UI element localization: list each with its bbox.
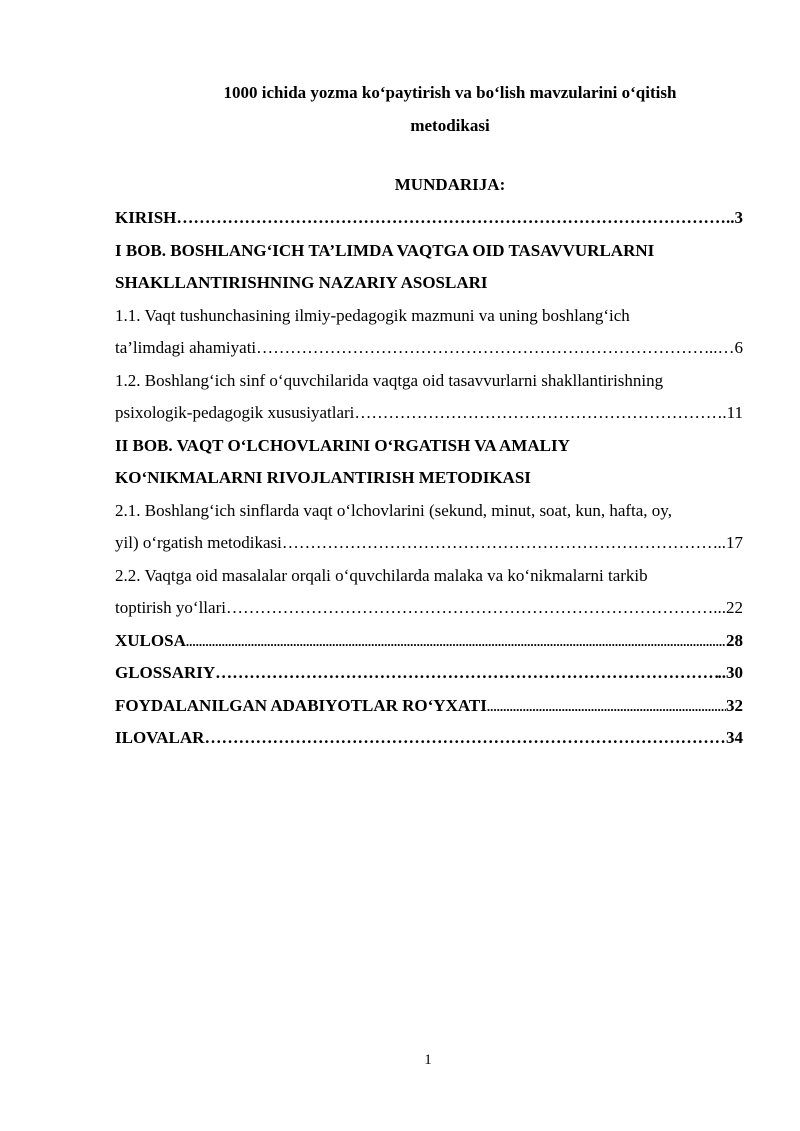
toc-entry-label: ta’limdagi ahamiyati — [115, 338, 257, 357]
toc-entry-page: ..3 — [726, 208, 743, 227]
toc-section-1-1[interactable] — [115, 332, 743, 365]
toc-section-2-2[interactable] — [115, 592, 743, 625]
toc-section-1-2-line1[interactable]: 1.2. Boshlangʻich sinf oʻquvchilarida vaqtga oid tasavvurlarni shakllantirishning — [115, 370, 664, 390]
toc-leader-dots — [186, 625, 726, 659]
toc-entry-label: yil) oʻrgatish metodikasi — [115, 533, 282, 552]
toc-leader-dots — [487, 690, 726, 724]
toc-entry-page: 28 — [726, 630, 743, 650]
toc-entry-label: toptirish yoʻllari — [115, 598, 226, 617]
toc-chapter2-line2[interactable]: KOʻNIKMALARNI RIVOJLANTIRISH METODIKASI — [115, 468, 531, 487]
toc-entry-kirish[interactable] — [115, 202, 743, 235]
toc-entry-label: XULOSA — [115, 630, 186, 650]
toc-entry-foydalanilgan-adabiyotlar[interactable] — [115, 690, 743, 723]
toc-entry-page: ...22 — [713, 598, 743, 617]
toc-entry-label: KIRISH — [115, 208, 177, 227]
toc-section-1-1-line1[interactable]: 1.1. Vaqt tushunchasining ilmiy-pedagogik mazmuni va uning boshlangʻich — [115, 305, 630, 325]
toc-entry-glossariy[interactable] — [115, 657, 743, 690]
toc-leader-dots — [256, 332, 709, 365]
toc-leader-dots — [204, 722, 726, 755]
toc-entry-page: ..…6 — [709, 338, 743, 357]
toc-leader-dots — [215, 657, 717, 690]
toc-entry-page: ..17 — [717, 533, 743, 552]
toc-chapter1-line2[interactable]: SHAKLLANTIRISHNING NAZARIY ASOSLARI — [115, 273, 488, 292]
toc-entry-xulosa[interactable] — [115, 625, 743, 658]
toc-entry-label: FOYDALANILGAN ADABIYOTLAR ROʻYXATI — [115, 695, 487, 715]
toc-entry-label: GLOSSARIY — [115, 663, 216, 682]
toc-entry-page: ..30 — [717, 663, 743, 682]
toc-leader-dots — [354, 397, 722, 430]
toc-entry-page: 34 — [726, 728, 743, 747]
toc-section-2-2-line1[interactable]: 2.2. Vaqtga oid masalalar orqali oʻquvchilarda malaka va koʻnikmalarni tarkib — [115, 565, 648, 585]
document-title-line1: 1000 ichida yozma koʻpaytirish va boʻlish mavzularini oʻqitish — [223, 83, 677, 102]
page-number: 1 — [424, 1052, 432, 1068]
document-title-line2: metodikasi — [410, 116, 490, 135]
toc-entry-label: ILOVALAR — [115, 728, 205, 747]
toc-section-2-1[interactable] — [115, 527, 743, 560]
table-of-contents — [115, 202, 743, 755]
toc-leader-dots — [176, 202, 726, 235]
toc-leader-dots — [226, 592, 713, 625]
toc-chapter2-line1[interactable]: II BOB. VAQT OʻLCHOVLARINI OʻRGATISH VA AMALIY — [115, 435, 570, 455]
toc-section-1-2[interactable] — [115, 397, 743, 430]
toc-entry-label: psixologik-pedagogik xususiyatlari — [115, 403, 355, 422]
toc-entry-page: .11 — [722, 403, 743, 422]
document-title — [100, 76, 800, 142]
toc-section-2-1-line1[interactable]: 2.1. Boshlangʻich sinflarda vaqt oʻlchovlarini (sekund, minut, soat, kun, hafta, oy, — [115, 500, 672, 520]
toc-entry-page: 32 — [726, 695, 743, 715]
toc-entry-ilovalar[interactable] — [115, 722, 743, 755]
toc-leader-dots — [282, 527, 718, 560]
toc-heading: MUNDARIJA: — [394, 175, 506, 194]
toc-chapter1-line1[interactable]: I BOB. BOSHLANGʻICH TA’LIMDA VAQTGA OID TASAVVURLARNI — [115, 240, 655, 260]
